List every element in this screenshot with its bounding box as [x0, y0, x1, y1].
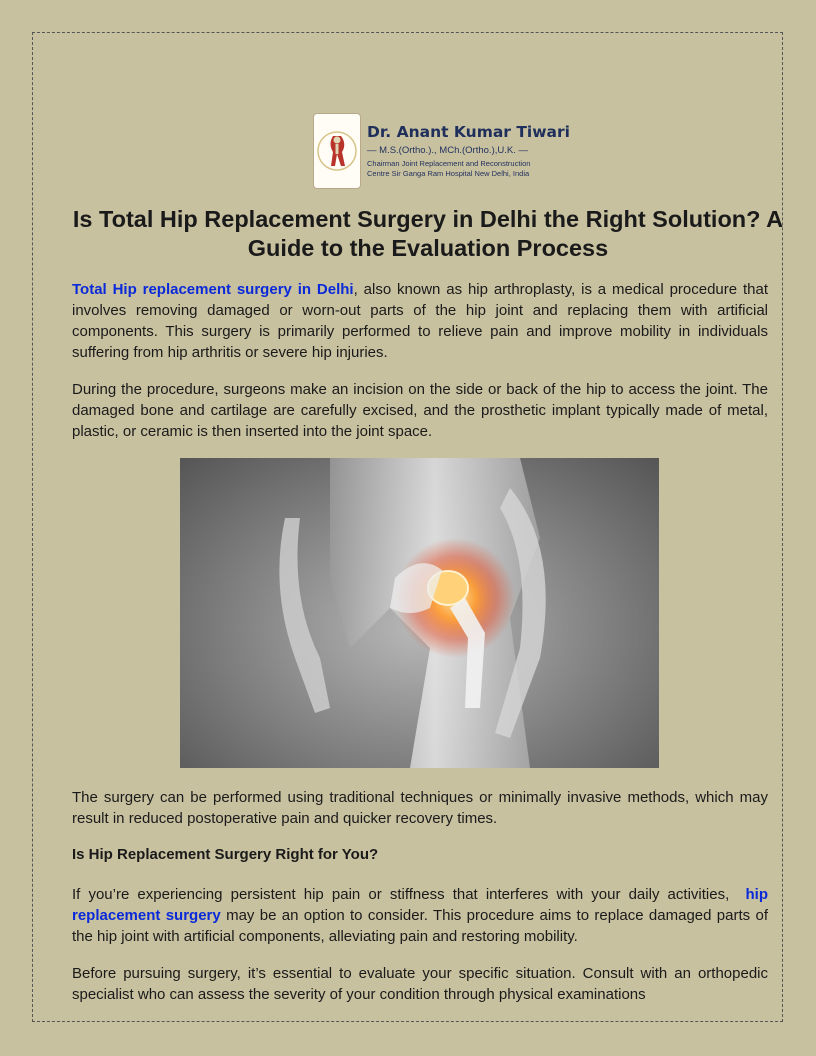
technique-paragraph: The surgery can be performed using traditional techniques or minimally invasive methods, which may result in reduced postoperative pain and quicker recovery times.	[72, 789, 768, 827]
doctor-degrees: — M.S.(Ortho.)., MCh.(Ortho.),U.K. —	[367, 144, 528, 156]
section-heading-right-for-you: Is Hip Replacement Surgery Right for You?	[72, 846, 379, 863]
total-hip-replacement-link[interactable]: Total Hip replacement surgery in Delhi	[72, 281, 354, 298]
doctor-name: Dr. Anant Kumar Tiwari	[367, 123, 570, 141]
clinic-logo	[313, 112, 570, 190]
hip-illustration-icon	[180, 458, 659, 768]
evaluation-text-before: If you’re experiencing persistent hip pain or stiffness that interferes with your daily activities,	[72, 886, 730, 903]
procedure-paragraph: During the procedure, surgeons make an incision on the side or back of the hip to access the joint. The damaged bone and cartilage are carefully excised, and the prosthetic implant typically made of metal, plastic, or ceramic is then inserted into the joint space.	[72, 381, 768, 440]
doctor-position-line-1: Chairman Joint Replacement and Reconstruction	[367, 159, 531, 168]
intro-text: , also known as hip arthroplasty, is a medical procedure that involves removing damaged or worn-out parts of the hip joint and replacing them with artificial components. This surgery is primarily performed to relieve pain and improve mobility in individuals suffering from hip arthritis or severe hip injuries.	[72, 281, 768, 361]
consult-paragraph: Before pursuing surgery, it’s essential to evaluate your specific situation. Consult with an orthopedic specialist who can assess the severity of your condition through physical examinations	[72, 965, 768, 1003]
page-title: Is Total Hip Replacement Surgery in Delhi the Right Solution? A Guide to the Evaluation Process	[72, 206, 784, 261]
evaluation-paragraph	[72, 884, 768, 947]
evaluation-text-after: may be an option to consider. This procedure aims to replace damaged parts of the hip joint with artificial components, alleviating pain and restoring mobility.	[72, 907, 769, 945]
hip-joint-image	[180, 458, 659, 768]
doctor-position-line-2: Centre Sir Ganga Ram Hospital New Delhi, India	[367, 168, 530, 178]
logo-emblem-icon	[313, 113, 361, 189]
hip-replacement-surgery-link[interactable]: hip replacement surgery	[72, 886, 768, 924]
intro-paragraph	[72, 279, 768, 363]
